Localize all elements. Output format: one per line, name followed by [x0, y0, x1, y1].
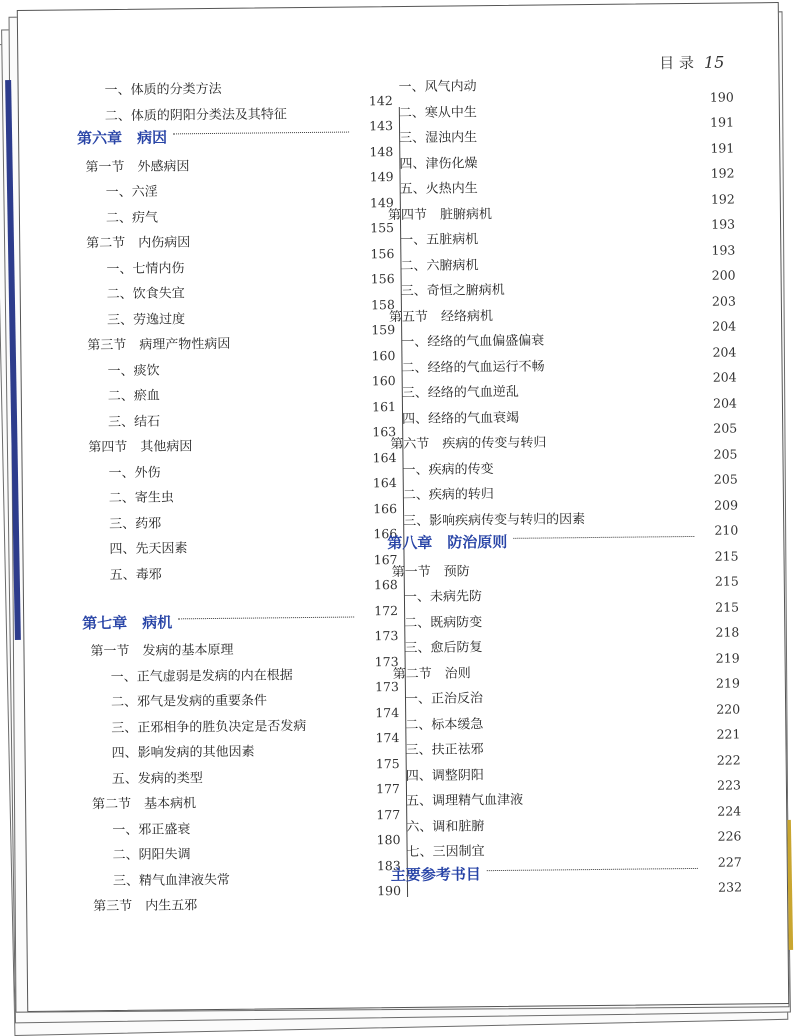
toc-item-row: [65, 271, 395, 304]
toc-page-number: 221: [716, 726, 741, 742]
toc-page-number: 158: [370, 296, 395, 312]
toc-page-number: 173: [374, 679, 399, 695]
toc-entry-label: 五、发病的类型: [111, 770, 203, 787]
toc-entry-label: 第七章 病机: [82, 612, 173, 632]
toc-section-row: [68, 628, 399, 661]
toc-item-row: [371, 318, 737, 352]
toc-item-row: [376, 751, 741, 785]
toc-page-number: 174: [375, 730, 400, 746]
toc-chapter-row: [377, 853, 742, 887]
toc-entry-label: 三、精气血津液失常: [112, 872, 230, 889]
toc-entry-label: 第一节 预防: [391, 563, 470, 580]
toc-item-row: [371, 267, 736, 301]
toc-entry-label: 二、疾病的转归: [402, 487, 494, 504]
toc-entry-label: 二、饮食失宜: [106, 286, 185, 303]
toc-item-row: [376, 777, 742, 810]
toc-leader-dots: [173, 132, 349, 135]
toc-section-row: [71, 883, 402, 916]
toc-entry-label: 二、标本缓急: [405, 716, 484, 733]
toc-entry-label: 一、疾病的传变: [402, 461, 494, 478]
toc-item-row: [66, 449, 397, 483]
toc-item-row: [69, 704, 400, 738]
toc-entry-label: 主要参考书目: [390, 864, 481, 884]
toc-page-number: 210: [714, 522, 739, 538]
toc-entry-label: 六、调和脏腑: [406, 818, 485, 835]
toc-entry-label: 三、愈后防复: [404, 640, 483, 656]
toc-page-number: 180: [376, 832, 401, 848]
toc-item-row: [370, 216, 736, 250]
toc-page-number: 224: [717, 802, 742, 819]
toc-page-number: 204: [712, 369, 737, 385]
toc-entry-label: 四、津伤化燥: [399, 155, 478, 172]
toc-item-row: [371, 344, 737, 377]
toc-page-number: 203: [711, 293, 736, 309]
toc-entry-label: 第一节 发病的基本原理: [90, 642, 234, 660]
toc-item-row: [63, 92, 393, 126]
toc-page-number: 192: [710, 191, 735, 207]
toc-entry-label: 四、先天因素: [109, 541, 188, 558]
toc-item-row: [373, 471, 738, 504]
toc-entry-label: 二、寒从中生: [398, 104, 477, 121]
toc-page-number: 215: [714, 547, 739, 564]
toc-item-row: [70, 755, 400, 789]
toc-entry-label: 第五节 经络病机: [388, 308, 494, 325]
toc-entry-label: 一、风气内动: [398, 79, 477, 96]
toc-entry-label: 三、正邪相争的胜负决定是否发病: [111, 718, 307, 736]
toc-entry-label: 三、经络的气血逆乱: [401, 384, 519, 402]
toc-item-row: [370, 165, 735, 199]
toc-entry-label: 一、体质的分类方法: [104, 81, 222, 99]
toc-page-number: 222: [716, 751, 741, 768]
toc-leader-dots: [513, 536, 694, 539]
toc-item-row: [69, 653, 399, 687]
toc-entry-label: 三、劳逸过度: [106, 311, 186, 328]
toc-page-number: 204: [712, 318, 737, 334]
toc-page-number: 156: [370, 271, 395, 287]
toc-page-number: 164: [372, 449, 397, 465]
toc-item-row: [67, 500, 398, 534]
toc-page-number: 167: [373, 551, 398, 567]
toc-entry-label: 一、外伤: [108, 465, 161, 481]
toc-page-number: 209: [714, 496, 739, 513]
toc-entry-label: 五、火热内生: [399, 181, 478, 198]
toc-entry-label: 二、瘀血: [107, 388, 160, 405]
header-title: 目 录: [659, 53, 695, 73]
toc-section-row: [374, 547, 739, 581]
toc-entry-label: 一、邪正盛衰: [112, 821, 191, 838]
toc-entry-label: 第六节 疾病的传变与转归: [390, 435, 547, 453]
toc-item-row: [68, 577, 398, 610]
toc-item-row: [369, 89, 734, 122]
toc-page-number: 166: [373, 500, 398, 516]
toc-item-row: [376, 828, 742, 861]
toc-entry-label: 一、正治反治: [404, 691, 484, 707]
toc-page-number: 191: [710, 140, 735, 156]
toc-entry-label: 七、三因制宜: [406, 844, 485, 860]
toc-page-number: 226: [717, 828, 742, 844]
toc-entry-label: 第四节 其他病因: [88, 439, 193, 456]
toc-page-number: 164: [372, 475, 397, 491]
toc-entry-label: 第一节 外感病因: [85, 158, 190, 175]
toc-page-number: 142: [368, 92, 393, 108]
toc-page-number: 219: [715, 649, 740, 666]
toc-item-row: [374, 624, 740, 657]
toc-entry-label: 一、七情内伤: [106, 260, 185, 277]
toc-entry-label: 三、扶正祛邪: [405, 742, 484, 758]
toc-page: [17, 2, 789, 1012]
toc-entry-label: 第二节 内伤病因: [86, 235, 191, 252]
toc-item-row: [67, 475, 397, 508]
toc-right-column: [368, 68, 742, 913]
toc-item-row: [69, 679, 399, 712]
toc-page-number: 200: [711, 267, 736, 283]
toc-page-number: 183: [376, 857, 401, 873]
toc-page-number: 193: [711, 242, 736, 258]
toc-entry-label: 三、奇恒之腑病机: [400, 282, 505, 300]
toc-leader-dots: [178, 616, 354, 619]
toc-item-row: [374, 573, 739, 606]
toc-page-number: 173: [374, 628, 399, 644]
toc-entry-label: 第六章 病因: [77, 128, 168, 148]
toc-page-number: 205: [713, 420, 738, 436]
toc-item-row: [375, 726, 741, 759]
toc-page-number: 227: [717, 853, 742, 870]
toc-page-number: 161: [372, 398, 397, 414]
toc-page-number: 215: [714, 573, 739, 589]
toc-entry-label: 第二节 基本病机: [92, 796, 197, 813]
toc-item-row: [372, 445, 738, 479]
toc-entry-label: 三、药邪: [109, 516, 162, 532]
toc-page-number: 205: [713, 471, 738, 487]
toc-page-number: 191: [710, 114, 735, 130]
toc-page-number: 219: [715, 675, 740, 691]
toc-entry-label: 一、五脏病机: [400, 232, 479, 249]
toc-page-number: 173: [374, 653, 399, 669]
toc-entry-label: 二、体质的阴阳分类法及其特征: [104, 106, 287, 124]
toc-page-number: 166: [373, 526, 398, 542]
toc-page-number: 160: [371, 347, 396, 363]
toc-entry-label: 二、六腑病机: [400, 257, 479, 274]
toc-page-number: 204: [712, 394, 738, 411]
toc-entry-label: 一、正气虚弱是发病的内在根据: [110, 667, 293, 685]
toc-leader-dots: [487, 867, 698, 870]
toc-item-row: [66, 373, 396, 406]
toc-entry-label: 四、影响发病的其他因素: [111, 744, 255, 762]
toc-entry-label: 三、结石: [108, 414, 161, 430]
toc-left-column: [62, 71, 401, 916]
toc-page-number: 205: [713, 445, 738, 462]
toc-entry-label: 二、既病防变: [404, 614, 483, 631]
toc-page-number: 149: [369, 169, 394, 185]
toc-entry-label: 二、阴阳失调: [112, 847, 191, 864]
toc-entry-label: 第二节 治则: [392, 665, 471, 682]
toc-page-number: 190: [377, 883, 402, 899]
toc-page-number: 143: [369, 118, 394, 134]
toc-page-number: 232: [718, 879, 743, 895]
toc-page-number: 215: [715, 598, 740, 615]
toc-page-number: 218: [715, 624, 740, 640]
toc-item-row: [64, 194, 394, 228]
toc-entry-label: 五、调理精气血津液: [406, 792, 524, 809]
toc-page-number: 190: [709, 89, 734, 105]
toc-page-number: 204: [712, 344, 737, 360]
toc-page-number: 160: [371, 373, 396, 389]
toc-page-number: 156: [370, 245, 395, 261]
toc-chapter-row: [373, 522, 739, 555]
toc-item-row: [369, 114, 735, 148]
toc-item-row: [68, 551, 398, 585]
toc-entry-label: 四、经络的气血衰竭: [401, 410, 520, 427]
toc-entry-label: 第三节 病理产物性病因: [87, 336, 231, 354]
toc-item-row: [372, 369, 737, 402]
toc-entry-label: 三、湿浊内生: [399, 130, 478, 147]
toc-item-row: [71, 857, 401, 891]
toc-page-number: 220: [716, 700, 741, 717]
toc-section-row: [371, 293, 736, 326]
toc-entry-label: 一、未病先防: [403, 589, 483, 605]
toc-entry-label: 五、毒邪: [109, 567, 162, 583]
toc-item-row: [368, 68, 733, 97]
toc-item-row: [64, 169, 394, 202]
toc-section-row: [375, 649, 740, 683]
toc-entry-label: 四、调整阴阳: [405, 767, 484, 784]
toc-page-number: 149: [369, 194, 394, 210]
toc-item-row: [377, 879, 743, 912]
toc-page-number: 177: [376, 781, 401, 797]
toc-page-number: 177: [376, 806, 401, 822]
toc-page-number: 223: [716, 777, 742, 793]
toc-section-row: [70, 781, 401, 814]
toc-entry-label: 第八章 防治原则: [387, 532, 508, 553]
toc-entry-label: 一、经络的气血偏盛偏衰: [401, 333, 545, 351]
toc-page-number: 172: [374, 602, 399, 618]
toc-page-number: 174: [375, 704, 400, 720]
toc-entry-label: 第三节 内生五邪: [93, 898, 198, 915]
header-page-number: 15: [703, 52, 725, 72]
toc-page-number: 155: [370, 220, 395, 236]
toc-item-row: [65, 296, 395, 330]
toc-item-row: [65, 347, 396, 381]
toc-entry-label: 二、邪气是发病的重要条件: [110, 693, 268, 711]
toc-entry-label: 一、痰饮: [107, 363, 160, 379]
toc-page-number: 175: [375, 755, 400, 771]
toc-entry-label: 二、寄生虫: [108, 490, 174, 507]
toc-page-number: 192: [710, 165, 735, 181]
toc-page-number: 163: [372, 424, 397, 440]
toc-page-number: 148: [369, 143, 394, 159]
toc-entry-label: 三、影响疾病传变与转归的因素: [403, 511, 586, 529]
toc-item-row: [375, 675, 740, 708]
toc-page-number: 168: [373, 577, 398, 593]
toc-item-row: [62, 71, 392, 100]
toc-page-number: 193: [711, 216, 736, 232]
toc-entry-label: 第四节 脏腑病机: [387, 206, 493, 223]
toc-page-number: 159: [371, 322, 396, 338]
toc-item-row: [64, 245, 395, 279]
toc-section-row: [370, 191, 735, 224]
toc-entry-label: 二、经络的气血运行不畅: [401, 359, 545, 376]
toc-entry-label: 一、六淫: [105, 184, 158, 201]
toc-entry-label: 二、疠气: [105, 210, 159, 226]
toc-section-row: [372, 420, 738, 453]
